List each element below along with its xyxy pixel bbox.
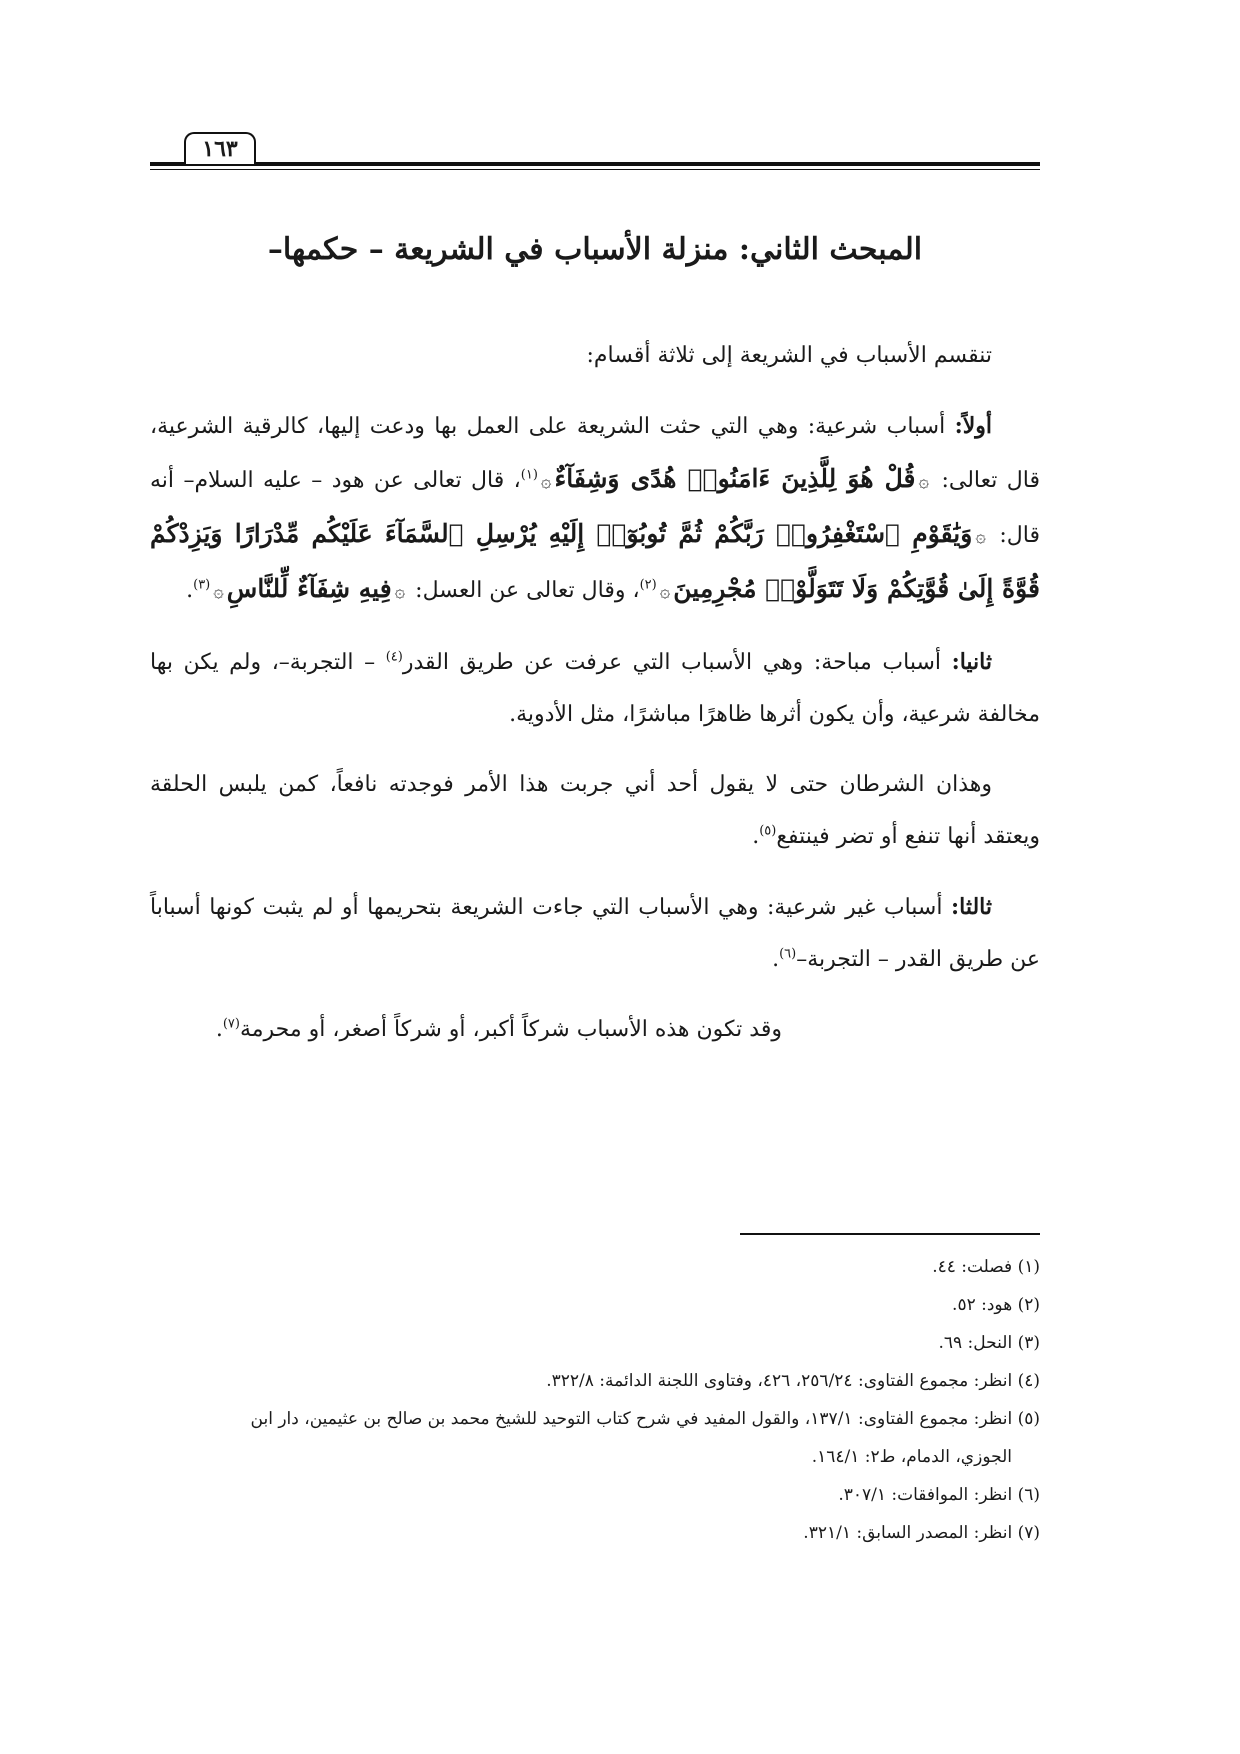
quran-verse-1: قُلْ هُوَ لِلَّذِينَ ءَامَنُوا۟ هُدًى وَشِفَآءٌ (554, 464, 916, 493)
footnote-ref-4[interactable]: (٤) (385, 649, 403, 665)
paragraph-text: ، وقال تعالى عن العسل: (408, 578, 640, 603)
paragraph-closing (150, 1004, 1040, 1056)
ornate-bracket-open-icon: ۞ (918, 471, 930, 492)
footnote-5 (150, 1400, 1040, 1476)
paragraph-text: . (186, 578, 194, 603)
quran-verse-3: فِيهِ شِفَآءٌ لِّلنَّاسِ (226, 574, 392, 603)
ornate-bracket-close-icon: ۞ (540, 471, 552, 492)
footnote-ref-6[interactable]: (٦) (779, 946, 797, 962)
paragraph-conditions (150, 759, 1040, 863)
paragraph-text: وقد تكون هذه الأسباب شركاً أكبر، أو شركاً أصغر، أو محرمة (239, 1017, 782, 1042)
lead-second: ثانيا: (951, 649, 993, 675)
paragraph-text: . (772, 947, 780, 972)
lead-first: أولاً: (954, 413, 992, 439)
page-header (150, 128, 1040, 172)
paragraph-text: أسباب غير شرعية: وهي الأسباب التي جاءت الشريعة بتحريمها أو لم يثبت كونها أسباباً عن طريق القدر – التجربة– (150, 895, 1040, 972)
footnote-4: (٤) انظر: مجموع الفتاوى: ٢٥٦/٢٤، ٤٢٦، وفتاوى اللجنة الدائمة: ٣٢٢/٨. (546, 1371, 1040, 1391)
footnote-ref-7[interactable]: (٧) (222, 1016, 240, 1032)
paragraph-third (150, 881, 1040, 986)
footnote-separator (740, 1233, 1040, 1235)
ornate-bracket-open-icon: ۞ (975, 526, 986, 547)
footnote-3: (٣) النحل: ٦٩. (938, 1333, 1040, 1353)
footnote-ref-2[interactable]: (٢) (639, 577, 657, 593)
ornate-bracket-close-icon: ۞ (659, 581, 671, 602)
footnote-ref-1[interactable]: (١) (520, 467, 538, 483)
paragraph-text: . (752, 824, 760, 849)
footnote-2: (٢) هود: ٥٢. (952, 1295, 1040, 1315)
section-title: المبحث الثاني: منزلة الأسباب في الشريعة – حكمها– (267, 232, 923, 267)
footnote-6: (٦) انظر: الموافقات: ٣٠٧/١. (838, 1485, 1040, 1505)
footnote-5-text: (٥) انظر: مجموع الفتاوى: ١٣٧/١، والقول المفيد في شرح كتاب التوحيد للشيخ محمد بن صالح بن عثيمين، دار ابن (250, 1409, 1040, 1429)
footnote-ref-3[interactable]: (٣) (193, 577, 211, 593)
paragraph-text: . (215, 1017, 223, 1042)
lead-third: ثالثا: (951, 894, 992, 920)
paragraph-text: ، قال تعالى عن هود – عليه السلام– أنه قال: (150, 468, 1041, 548)
footnote-ref-5[interactable]: (٥) (759, 823, 777, 839)
paragraph-text: – التجربة–، ولم يكن بها مخالفة شرعية، وأن يكون أثرها ظاهرًا مباشرًا، مثل الأدوية. (150, 650, 1040, 727)
footnote-7: (٧) انظر: المصدر السابق: ٣٢١/١. (803, 1523, 1040, 1543)
paragraph-text: أسباب مباحة: وهي الأسباب التي عرفت عن طريق القدر (402, 650, 952, 675)
paragraph-text: أسباب شرعية: وهي التي حثت الشريعة على العمل بها ودعت إليها، كالرقية الشرعية، قال تعالى: (150, 414, 1040, 493)
header-rule-thick (150, 162, 1040, 166)
ornate-bracket-close-icon: ۞ (213, 581, 224, 602)
footnote-5-continuation: الجوزي، الدمام، ط٢: ١٦٤/١. (811, 1447, 1012, 1467)
paragraph-text: وهذان الشرطان حتى لا يقول أحد أني جربت هذا الأمر فوجدته نافعاً، كمن يلبس الحلقة ويعتقد أنها تنفع أو تضر فينتفع (150, 772, 1040, 849)
paragraph-second (150, 636, 1040, 741)
paragraph-first (150, 400, 1040, 618)
header-rule-thin (150, 169, 1040, 170)
footnote-1: (١) فصلت: ٤٤. (932, 1257, 1040, 1277)
intro-paragraph: تنقسم الأسباب في الشريعة إلى ثلاثة أقسام: (586, 343, 992, 368)
ornate-bracket-open-icon: ۞ (394, 581, 406, 602)
body-text (150, 330, 1040, 1074)
page-number: ١٦٣ (184, 132, 256, 164)
quran-verse-2: وَيَٰقَوْمِ ٱسْتَغْفِرُوا۟ رَبَّكُمْ ثُمَّ تُوبُوٓا۟ إِلَيْهِ يُرْسِلِ ٱلسَّمَآءَ عَلَيْكُم مِّدْرَارًا وَيَزِدْكُمْ قُوَّةً إِلَىٰ قُوَّتِكُمْ وَلَا تَتَوَلَّوْا۟ مُجْرِمِينَ (150, 519, 1040, 603)
footnotes (150, 1248, 1040, 1552)
